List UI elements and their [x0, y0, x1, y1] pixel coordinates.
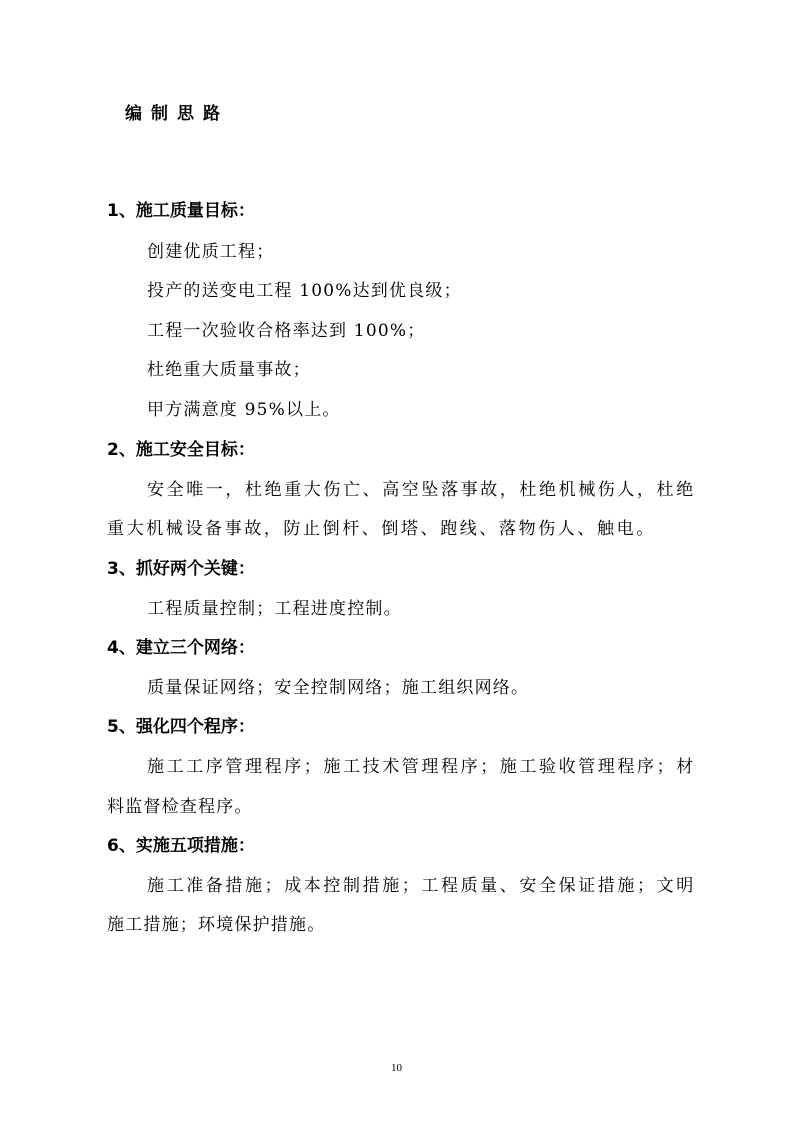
- paragraph-line: 安全唯一，杜绝重大伤亡、高空坠落事故，杜绝机械伤人，杜绝: [147, 480, 696, 500]
- section-heading-three-networks: 4、建立三个网络：: [107, 638, 255, 658]
- paragraph-line: 创建优质工程；: [147, 242, 275, 262]
- document-title: 编制思路: [125, 104, 229, 124]
- page-number: 10: [391, 1062, 402, 1074]
- paragraph-line: 料监督检查程序。: [107, 797, 253, 817]
- paragraph-line: 施工准备措施；成本控制措施；工程质量、安全保证措施；文明: [147, 876, 696, 896]
- section-heading-safety-goals: 2、施工安全目标：: [107, 440, 255, 460]
- paragraph-line: 质量保证网络；安全控制网络；施工组织网络。: [147, 678, 530, 698]
- paragraph-line: 工程质量控制；工程进度控制。: [147, 599, 402, 619]
- section-heading-two-keys: 3、抓好两个关键：: [107, 559, 255, 579]
- section-heading-four-procedures: 5、强化四个程序：: [107, 717, 255, 737]
- paragraph-line: 施工工序管理程序；施工技术管理程序；施工验收管理程序；材: [147, 757, 696, 777]
- paragraph-line: 重大机械设备事故，防止倒杆、倒塔、跑线、落物伤人、触电。: [107, 519, 656, 539]
- section-heading-quality-goals: 1、施工质量目标：: [107, 201, 255, 221]
- paragraph-line: 投产的送变电工程 100%达到优良级；: [147, 281, 462, 301]
- section-heading-five-measures: 6、实施五项措施：: [107, 836, 255, 856]
- paragraph-line: 杜绝重大质量事故；: [147, 360, 311, 380]
- paragraph-line: 工程一次验收合格率达到 100%；: [147, 321, 426, 341]
- paragraph-line: 甲方满意度 95%以上。: [147, 400, 341, 420]
- paragraph-line: 施工措施；环境保护措施。: [107, 915, 326, 935]
